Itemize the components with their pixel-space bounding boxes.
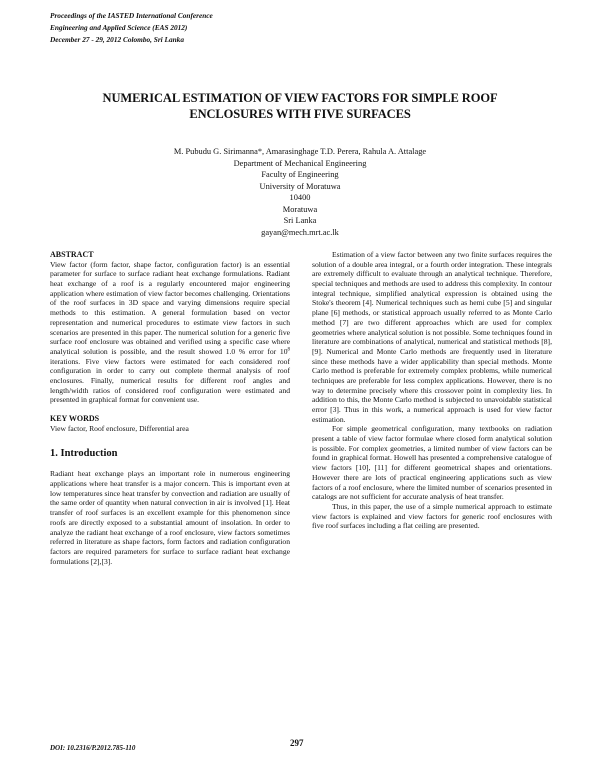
keywords-heading: KEY WORDS (50, 414, 100, 423)
right-paragraph-3: Thus, in this paper, the use of a simple numerical approach to estimate view factors is explained and view factors for generic roof enclosures with five roof surfaces including a flat ceiling are presented. (312, 501, 552, 531)
page-number: 297 (290, 738, 304, 748)
keywords-text: View factor, Roof enclosure, Differential area (50, 423, 189, 433)
author-faculty: Faculty of Engineering (261, 170, 339, 179)
left-column (50, 250, 290, 566)
doi: DOI: 10.2316/P.2012.785-110 (50, 744, 136, 752)
title-line-1: NUMERICAL ESTIMATION OF VIEW FACTORS FOR SIMPLE ROOF (102, 91, 498, 105)
conference-dates: December 27 - 29, 2012 Colombo, Sri Lanka (50, 35, 184, 44)
author-country: Sri Lanka (283, 216, 317, 225)
author-city: Moratuwa (282, 204, 318, 214)
paper-title (60, 90, 540, 122)
title-line-2: ENCLOSURES WITH FIVE SURFACES (189, 107, 411, 121)
conference-header (50, 10, 213, 46)
author-names: M. Pubudu G. Sirimanna*, Amarasinghage T.D. Perera, Rahula A. Attalage (173, 147, 427, 156)
right-paragraph-2: For simple geometrical configuration, many textbooks on radiation present a table of view factor formulae where closed form analytical solution is possible. For complex geometries, a limited number of view factors can be found in graphical format. Howell has presented a comprehensive catalogue of view factors [10], [11] for different geometrical shapes and orientations. However there are lots of practical engineering applications such as view factors of a roof enclosure, where the limited number of scenarios presented in catalogs are not sufficient for accurate analysis of heat transfer. (312, 424, 552, 502)
author-block (100, 146, 500, 238)
abstract-text: View factor (form factor, shape factor, configuration factor) is an essential parameter for surface to surface radiant heat exchange formulations. Radiant heat exchange of a roof is a regularly encountered major engineering application where estimation of view factor becomes challenging. Orientations of the roof surfaces in 3D space and varying dimensions require special methods to this estimation. A general formulation based on vector representation and numerical procedures to estimate view factors in such scenarios are presented in this paper. The numerical solution for a generic five surface roof enclosure was obtained and verified using a specific case where analytical solution is possible, and the result showed 1.0 % error for $10^8$ iterations. Five view factors were estimated for each considered roof configuration in order to carry out complete thermal analysis of roof enclosures. Finally, numerical results for different roof angles and length/width ratios of considered roof configuration were estimated and presented in graphical format for convenient use. (50, 259, 290, 405)
author-postcode: 10400 (289, 193, 311, 202)
author-university: University of Moratuwa (259, 181, 341, 191)
conference-track: Engineering and Applied Science (EAS 2012) (50, 23, 188, 32)
introduction-heading: 1. Introduction (50, 448, 118, 460)
right-column (312, 250, 552, 531)
abstract-heading: ABSTRACT (50, 250, 94, 259)
introduction-paragraph-1: Radiant heat exchange plays an important role in numerous engineering applications where heat transfer is a major concern. This is important even at low temperatures since heat transfer by convection and radiation are usually of the same order of quantity when natural convection in air is involved [1]. Heat transfer of roof surfaces is an excellent example for this phenomenon since roofs are directly exposed to a substantial amount of insolation. In order to analyze the radiant heat exchange of a roof enclosure, view factors sometimes referred in literature as shape factors, form factors and radiation configuration factors are required parameters for surface to surface radiant heat exchange formulations [2],[3]. (50, 469, 290, 566)
conference-name: Proceedings of the IASTED International Conference (50, 11, 213, 20)
author-email: gayan@mech.mrt.ac.lk (261, 227, 339, 237)
author-department: Department of Mechanical Engineering (233, 158, 367, 168)
right-paragraph-1: Estimation of a view factor between any two finite surfaces requires the solution of a double area integral, or a fourth order integration. These integrals are extremely difficult to evaluate through an analytical technique. Therefore, special techniques and methods are used to address this complexity. In contour integral technique, simplified analytical expression is obtained using the Stoke's theorem [4]. Numerical techniques such as hemi cube [5] and singular plane [6] methods, or statistical approach usually referred to as Monte Carlo method [7] are two different approaches which are used for complex geometries where analytical solution is not possible. Some techniques found in literature are combinations of analytical, numerical and statistical methods [8],[9]. Numerical and Monte Carlo methods are frequently used in literature since these methods have a wider applicability than special methods. Monte Carlo method is preferable for extremely complex problems, while numerical techniques are preferable for less complex applications. However, there is no way to determine precisely where this crossover point in complexity lies. In addition to this, the Monte Carlo method is subjected to unavoidable statistical error [3]. Thus in this work, a numerical approach is used for view factor estimation. (312, 250, 552, 424)
